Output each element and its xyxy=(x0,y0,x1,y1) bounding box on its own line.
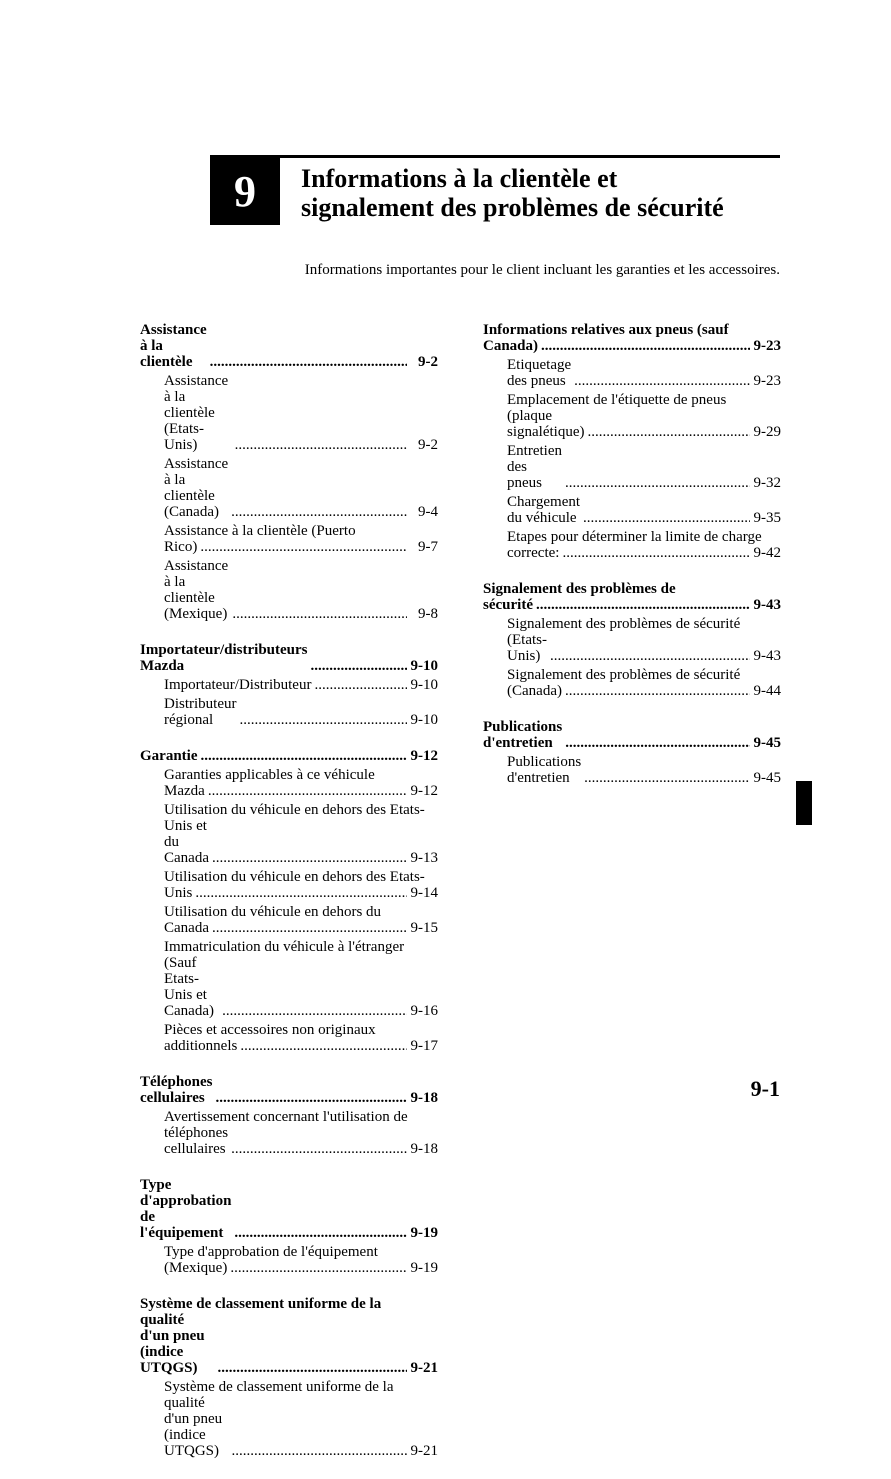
toc-section-heading-page: 9-45 xyxy=(753,735,781,751)
toc-entry[interactable] xyxy=(483,616,781,664)
toc-entry-text: Utilisation du véhicule en dehors des Etats- xyxy=(164,869,425,885)
leader-dots xyxy=(208,783,407,799)
toc-entry-text: Etiquetage des pneus xyxy=(507,357,572,389)
toc-section xyxy=(140,748,438,1054)
toc-entry-text: Système de classement uniforme de la xyxy=(164,1379,394,1395)
toc-entry-text: (Canada) xyxy=(507,683,562,699)
leader-dots xyxy=(231,1141,407,1157)
toc-entry-text: Signalement des problèmes de sécurité xyxy=(507,667,741,683)
toc-entry-text: Unis xyxy=(164,885,193,901)
toc-section-heading-page: 9-18 xyxy=(410,1090,438,1106)
leader-dots xyxy=(217,1360,407,1376)
toc-entry-text: Garanties applicables à ce véhicule xyxy=(164,767,375,783)
leader-dots xyxy=(201,748,408,764)
toc-entry[interactable] xyxy=(140,1109,438,1157)
toc-entry-text: téléphones cellulaires xyxy=(164,1125,229,1157)
toc-entry-page: 9-32 xyxy=(753,475,781,491)
toc-entry-page: 9-7 xyxy=(418,539,438,555)
toc-entry[interactable] xyxy=(140,696,438,728)
toc-entry-page: 9-12 xyxy=(410,783,438,799)
toc-entry-text: Assistance à la clientèle (Canada) xyxy=(164,456,229,520)
toc-entry[interactable] xyxy=(140,802,438,866)
toc-left-column xyxy=(140,322,438,1479)
toc-entry-text: (Etats-Unis) xyxy=(507,632,547,664)
toc-section xyxy=(483,719,781,786)
leader-dots xyxy=(541,338,750,354)
leader-dots xyxy=(574,373,750,389)
toc-section-heading[interactable] xyxy=(483,322,781,354)
toc-entry-text: Etapes pour déterminer la limite de charge xyxy=(507,529,762,545)
leader-dots xyxy=(565,475,750,491)
toc-section xyxy=(140,1296,438,1459)
toc-entry-page: 9-8 xyxy=(418,606,438,622)
toc-entry[interactable] xyxy=(140,558,438,622)
toc-section xyxy=(140,1177,438,1276)
chapter-title-line-2: signalement des problèmes de sécurité xyxy=(301,193,724,222)
leader-dots xyxy=(565,683,750,699)
toc-entry-page: 9-42 xyxy=(753,545,781,561)
chapter-header-rule xyxy=(210,155,780,158)
leader-dots xyxy=(234,1225,407,1241)
toc-entry-text: additionnels xyxy=(164,1038,238,1054)
leader-dots xyxy=(311,658,408,674)
toc-section-heading[interactable] xyxy=(140,1074,438,1106)
toc-entry-page: 9-4 xyxy=(418,504,438,520)
toc-section xyxy=(140,1074,438,1157)
toc-entry-text: Canada xyxy=(164,920,209,936)
toc-entry-page: 9-2 xyxy=(418,437,438,453)
chapter-thumb-tab xyxy=(796,781,812,825)
toc-entry-page: 9-13 xyxy=(410,850,438,866)
toc-entry-text: (Mexique) xyxy=(164,1260,228,1276)
leader-dots xyxy=(230,1260,407,1276)
toc-entry-text: Pièces et accessoires non originaux xyxy=(164,1022,376,1038)
leader-dots xyxy=(232,1443,407,1459)
toc-entry[interactable] xyxy=(140,939,438,1019)
toc-section-heading-text: Système de classement uniforme de la xyxy=(140,1296,382,1312)
toc-entry[interactable] xyxy=(483,667,781,699)
toc-entry-page: 9-10 xyxy=(410,677,438,693)
toc-entry-text: Immatriculation du véhicule à l'étranger xyxy=(164,939,405,955)
toc-entry-text: Assistance à la clientèle (Mexique) xyxy=(164,558,229,622)
leader-dots xyxy=(200,539,407,555)
toc-entry[interactable] xyxy=(483,392,781,440)
toc-entry-page: 9-44 xyxy=(753,683,781,699)
toc-section-heading-page: 9-43 xyxy=(753,597,781,613)
toc-entry-text: Distributeur régional xyxy=(164,696,237,728)
toc-entry-text: (plaque signalétique) xyxy=(507,408,585,440)
toc-section-heading-text: Type d'approbation de l'équipement xyxy=(140,1177,232,1241)
toc-entry[interactable] xyxy=(140,523,438,555)
toc-section-heading-text: Informations relatives aux pneus (sauf xyxy=(483,322,729,338)
toc-entry-page: 9-23 xyxy=(753,373,781,389)
toc-entry[interactable] xyxy=(483,754,781,786)
toc-entry[interactable] xyxy=(483,357,781,389)
leader-dots xyxy=(232,606,407,622)
toc-section-heading-text: Assistance à la clientèle xyxy=(140,322,207,370)
toc-section-heading[interactable] xyxy=(140,322,438,370)
leader-dots xyxy=(583,510,750,526)
toc-section-heading[interactable] xyxy=(140,748,438,764)
toc-section-heading-text: sécurité xyxy=(483,597,533,613)
toc-entry-page: 9-29 xyxy=(753,424,781,440)
toc-section-heading-page: 9-12 xyxy=(410,748,438,764)
toc-entry-text: Avertissement concernant l'utilisation de xyxy=(164,1109,408,1125)
toc-entry-page: 9-43 xyxy=(753,648,781,664)
toc-entry-page: 9-15 xyxy=(410,920,438,936)
toc-right-column xyxy=(483,322,781,806)
toc-section-heading-page: 9-19 xyxy=(410,1225,438,1241)
toc-entry[interactable] xyxy=(140,904,438,936)
toc-entry-text: Publications d'entretien xyxy=(507,754,582,786)
leader-dots xyxy=(210,354,407,370)
toc-entry-page: 9-35 xyxy=(753,510,781,526)
leader-dots xyxy=(212,850,407,866)
toc-section-heading-text: Canada) xyxy=(483,338,539,354)
toc-entry-page: 9-14 xyxy=(410,885,438,901)
toc-entry-page: 9-19 xyxy=(410,1260,438,1276)
toc-section-heading-text: Importateur/distributeurs Mazda xyxy=(140,642,308,674)
toc-entry-page: 9-45 xyxy=(753,770,781,786)
toc-entry-text: correcte: xyxy=(507,545,560,561)
page-number: 9-1 xyxy=(750,1076,780,1101)
toc-entry-text: (Sauf Etats-Unis et Canada) xyxy=(164,955,214,1019)
toc-section xyxy=(483,581,781,699)
toc-entry-page: 9-10 xyxy=(410,712,438,728)
toc-entry-text: Rico) xyxy=(164,539,198,555)
toc-entry-text: qualité d'un pneu (indice UTQGS) xyxy=(164,1395,223,1459)
toc-entry[interactable] xyxy=(140,1244,438,1276)
leader-dots xyxy=(212,920,407,936)
toc-section-heading[interactable] xyxy=(483,581,781,613)
toc-entry[interactable] xyxy=(140,1022,438,1054)
leader-dots xyxy=(240,1038,407,1054)
toc-entry[interactable] xyxy=(140,677,438,693)
leader-dots xyxy=(587,424,750,440)
toc-entry[interactable] xyxy=(483,529,781,561)
leader-dots xyxy=(565,735,750,751)
toc-section-heading-text: Publications d'entretien xyxy=(483,719,563,751)
toc-section-heading-page: 9-21 xyxy=(410,1360,438,1376)
toc-entry[interactable] xyxy=(140,373,438,453)
leader-dots xyxy=(240,712,408,728)
toc-section-heading[interactable] xyxy=(483,719,781,751)
leader-dots xyxy=(536,597,750,613)
toc-section-heading[interactable] xyxy=(140,642,438,674)
toc-entry-text: Emplacement de l'étiquette de pneus xyxy=(507,392,727,408)
chapter-number-box xyxy=(210,157,280,225)
leader-dots xyxy=(584,770,750,786)
chapter-number: 9 xyxy=(234,166,256,216)
toc-section-heading-page: 9-23 xyxy=(753,338,781,354)
chapter-title-line-1: Informations à la clientèle et xyxy=(301,164,618,193)
toc-entry-page: 9-17 xyxy=(410,1038,438,1054)
leader-dots xyxy=(216,1090,407,1106)
toc-section xyxy=(140,322,438,622)
toc-entry-text: Chargement du véhicule xyxy=(507,494,581,526)
leader-dots xyxy=(314,677,407,693)
toc-entry[interactable] xyxy=(483,494,781,526)
toc-entry-text: Assistance à la clientèle (Puerto xyxy=(164,523,356,539)
toc-section-heading-page: 9-2 xyxy=(418,354,438,370)
toc-section-heading-text: Signalement des problèmes de xyxy=(483,581,676,597)
toc-entry-page: 9-16 xyxy=(410,1003,438,1019)
toc-section xyxy=(140,642,438,728)
toc-entry-text: Type d'approbation de l'équipement xyxy=(164,1244,378,1260)
leader-dots xyxy=(235,437,407,453)
toc-entry[interactable] xyxy=(140,1379,438,1459)
toc-entry-text: Utilisation du véhicule en dehors des Etats- xyxy=(164,802,425,818)
chapter-title xyxy=(301,164,791,222)
leader-dots xyxy=(562,545,750,561)
toc-entry-page: 9-21 xyxy=(410,1443,438,1459)
toc-entry-page: 9-18 xyxy=(410,1141,438,1157)
toc-section-heading[interactable] xyxy=(140,1177,438,1241)
toc-section-heading-text: Téléphones cellulaires xyxy=(140,1074,213,1106)
toc-section-heading-text: qualité d'un pneu (indice UTQGS) xyxy=(140,1312,205,1376)
toc-entry-text: Entretien des pneus xyxy=(507,443,562,491)
toc-section-heading[interactable] xyxy=(140,1296,438,1376)
toc-section xyxy=(483,322,781,561)
toc-section-heading-text: Garantie xyxy=(140,748,198,764)
leader-dots xyxy=(195,885,407,901)
toc-section-heading-page: 9-10 xyxy=(410,658,438,674)
toc-entry[interactable] xyxy=(140,456,438,520)
toc-entry-text: Signalement des problèmes de sécurité xyxy=(507,616,741,632)
toc-entry[interactable] xyxy=(483,443,781,491)
toc-entry-text: Unis et du Canada xyxy=(164,818,209,866)
leader-dots xyxy=(550,648,750,664)
toc-entry[interactable] xyxy=(140,869,438,901)
leader-dots xyxy=(222,1003,407,1019)
toc-entry-text: Assistance à la clientèle (Etats-Unis) xyxy=(164,373,229,453)
toc-entry-text: Importateur/Distributeur xyxy=(164,677,312,693)
toc-entry-text: Utilisation du véhicule en dehors du xyxy=(164,904,382,920)
chapter-subtitle: Informations importantes pour le client incluant les garanties et les accessoires. xyxy=(304,262,780,278)
leader-dots xyxy=(231,504,407,520)
toc-entry-text: Mazda xyxy=(164,783,205,799)
toc-entry[interactable] xyxy=(140,767,438,799)
